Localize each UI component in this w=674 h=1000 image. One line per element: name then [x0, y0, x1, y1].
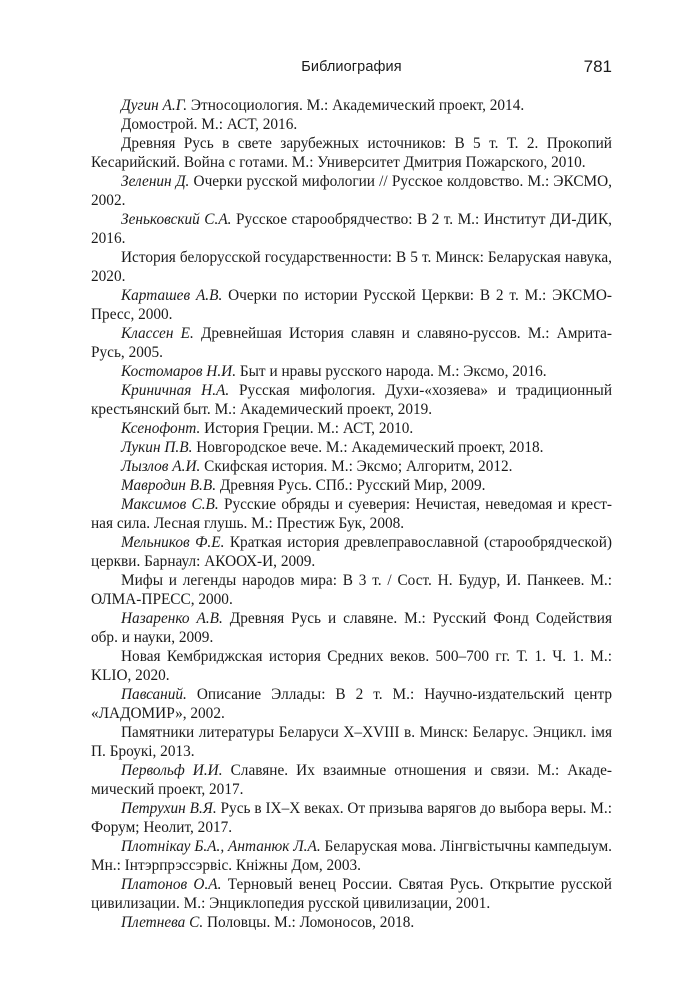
- bibliography-entry: [91, 115, 612, 134]
- entry-text: История белорусской государственности: В 5 т. Минск: Беларуская навука, 2020.: [91, 249, 612, 285]
- entry-text: Новгородское вече. М.: Академический проект, 2018.: [192, 439, 544, 456]
- bibliography-entry: [91, 438, 612, 457]
- entry-text: Быт и нравы русского народа. М.: Эксмо, 2016.: [236, 363, 547, 380]
- bibliography-entry: [91, 571, 612, 609]
- page-number: 781: [583, 57, 612, 76]
- entry-text: Скифская история. М.: Эксмо; Алгоритм, 2012.: [200, 458, 513, 475]
- bibliography-entry: [91, 723, 612, 761]
- entry-author: Лызлов А.И.: [121, 458, 201, 475]
- bibliography-entry: [91, 761, 612, 799]
- bibliography-entry: [91, 210, 612, 248]
- entry-author: Первольф И.И.: [121, 762, 223, 779]
- entry-author: Павсаний.: [121, 686, 187, 703]
- bibliography-entry: [91, 248, 612, 286]
- bibliography-entry: [91, 476, 612, 495]
- entry-author: Классен Е.: [121, 325, 194, 342]
- bibliography-entry: [91, 799, 612, 837]
- entry-text: Древнейшая История славян и славяно-руссов. М.: Амрита-Русь, 2005.: [91, 325, 612, 361]
- entry-text: Русь в IX–X веках. От призыва варягов до выбора веры. М.: Форум; Неолит, 2017.: [91, 800, 612, 836]
- entry-author: Зеленин Д.: [121, 173, 190, 190]
- entry-text: Половцы. М.: Ломоносов, 2018.: [203, 914, 415, 931]
- bibliography-list: [91, 96, 612, 932]
- entry-author: Зеньковский С.А.: [121, 211, 232, 228]
- entry-author: Карташев А.В.: [121, 287, 223, 304]
- bibliography-entry: [91, 647, 612, 685]
- bibliography-entry: [91, 324, 612, 362]
- bibliography-entry: [91, 495, 612, 533]
- entry-author: Платонов О.А.: [121, 876, 222, 893]
- bibliography-entry: [91, 172, 612, 210]
- entry-text: Древняя Русь в свете зарубежных источников: В 5 т. Т. 2. Прокопий Кесарийский. Война с готами. М.: Университет Дмитрия Пожарского, 2010.: [91, 135, 612, 171]
- bibliography-entry: [91, 419, 612, 438]
- bibliography-entry: [91, 457, 612, 476]
- entry-text: История Греции. М.: АСТ, 2010.: [200, 420, 414, 437]
- entry-text: Очерки русской мифологии // Русское колдовство. М.: ЭКСМО, 2002.: [91, 173, 612, 209]
- entry-text: Новая Кембриджская история Средних веков. 500–700 гг. Т. 1. Ч. 1. М.: KLIO, 2020.: [91, 648, 612, 684]
- entry-author: Назаренко А.В.: [121, 610, 223, 627]
- entry-author: Плетнева С.: [121, 914, 204, 931]
- bibliography-entry: [91, 875, 612, 913]
- entry-text: Русское старообрядчество: В 2 т. М.: Институт ДИ-ДИК, 2016.: [91, 211, 612, 247]
- bibliography-entry: [91, 609, 612, 647]
- entry-text: Этносоциология. М.: Академический проект, 2014.: [187, 97, 525, 114]
- entry-author: Мельников Ф.Е.: [121, 534, 225, 551]
- entry-author: Максимов С.В.: [121, 496, 219, 513]
- running-title: Библиография: [301, 59, 402, 75]
- bibliography-entry: [91, 685, 612, 723]
- entry-text: Мифы и легенды народов мира: В 3 т. / Сост. Н. Будур, И. Панкеев. М.: ОЛМА-ПРЕСС, 2000.: [91, 572, 612, 608]
- bibliography-entry: [91, 381, 612, 419]
- entry-text: Терновый венец России. Святая Русь. Открытие русской цивилизации. М.: Энциклопедия русской цивилизации, 2001.: [91, 876, 612, 912]
- entry-text: Описание Эллады: В 2 т. М.: Научно-издательский центр «ЛАДОМИР», 2002.: [91, 686, 612, 722]
- entry-text: Домострой. М.: АСТ, 2016.: [121, 116, 298, 133]
- entry-text: Очерки по истории Русской Церкви: В 2 т. М.: ЭКСМО-Пресс, 2000.: [91, 287, 612, 323]
- bibliography-entry: [91, 362, 612, 381]
- page-header: [91, 57, 612, 81]
- bibliography-entry: [91, 96, 612, 115]
- entry-author: Костомаров Н.И.: [121, 363, 237, 380]
- entry-author: Криничная Н.А.: [121, 382, 230, 399]
- entry-text: Русские обряды и суеверия: Нечистая, неведомая и крестная сила. Лесная глушь. М.: Престиж Бук, 2008.: [91, 496, 612, 532]
- entry-text: Беларуская мова. Лінгвістычны кампедыум. Мн.: Інтэрпрэссэрвіс. Кніжны Дом, 2003.: [91, 838, 612, 874]
- entry-text: Краткая история древлеправославной (старообрядческой) церкви. Барнаул: АКООХ-И, 2009.: [91, 534, 612, 570]
- bibliography-entry: [91, 837, 612, 875]
- entry-text: Древняя Русь и славяне. М.: Русский Фонд Содействия обр. и науки, 2009.: [91, 610, 612, 646]
- entry-author: Петрухин В.Я.: [121, 800, 217, 817]
- entry-text: Славяне. Их взаимные отношения и связи. М.: Академический проект, 2017.: [91, 762, 612, 798]
- bibliography-entry: [91, 913, 612, 932]
- bibliography-entry: [91, 286, 612, 324]
- entry-author: Лукин П.В.: [121, 439, 193, 456]
- entry-author: Ксенофонт.: [121, 420, 201, 437]
- entry-author: Дугин А.Г.: [121, 97, 188, 114]
- bibliography-entry: [91, 533, 612, 571]
- entry-author: Плотнікау Б.А., Антанюк Л.А.: [121, 838, 321, 855]
- entry-text: Древняя Русь. СПб.: Русский Мир, 2009.: [216, 477, 486, 494]
- entry-author: Мавродин В.В.: [121, 477, 217, 494]
- entry-text: Памятники литературы Беларуси X–XVIII в. Минск: Беларус. Энцикл. імя П. Броукі, 2013.: [91, 724, 612, 760]
- entry-text: Русская мифология. Духи-«хозяева» и традиционный крестьянский быт. М.: Академический проект, 2019.: [91, 382, 613, 418]
- bibliography-entry: [91, 134, 612, 172]
